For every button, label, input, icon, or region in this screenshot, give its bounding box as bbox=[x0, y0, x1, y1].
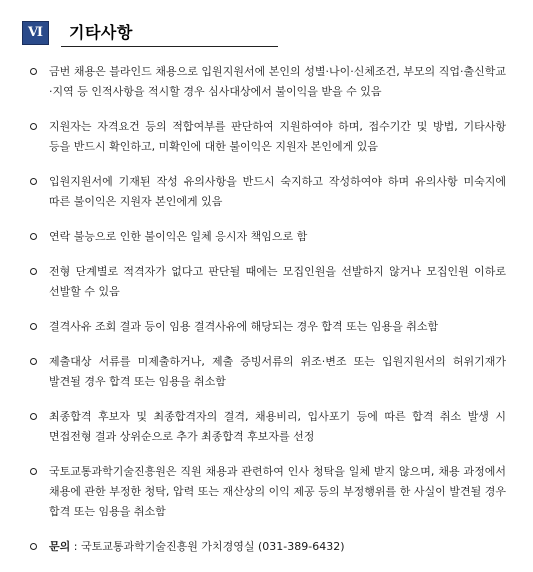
notice-list bbox=[30, 62, 506, 572]
list-item-text: 제출대상 서류를 미제출하거나, 제출 증빙서류의 위조·변조 또는 입원지원서의 허위기재가 발견될 경우 합격 또는 임용을 취소함 bbox=[49, 355, 506, 388]
circle-bullet-icon bbox=[30, 543, 37, 550]
contact-separator: : bbox=[70, 540, 81, 553]
list-item bbox=[30, 117, 506, 157]
list-item-text: 국토교통과학기술진흥원은 직원 채용과 관련하여 인사 청탁을 일체 받지 않으며, 채용 과정에서 채용에 관한 부정한 청탁, 압력 또는 재산상의 이익 제공 등의 부정행위를 한 사실이 발견될 경우 합격 또는 임용을 취소함 bbox=[49, 465, 506, 518]
list-item bbox=[30, 62, 506, 102]
list-item bbox=[30, 262, 506, 302]
list-item-text: 연락 불능으로 인한 불이익은 일체 응시자 책임으로 함 bbox=[49, 230, 308, 243]
circle-bullet-icon bbox=[30, 468, 37, 475]
section-title-underline bbox=[61, 46, 278, 47]
list-item-text: 금번 채용은 블라인드 채용으로 입원지원서에 본인의 성별·나이·신체조건, 부모의 직업·출신학교·지역 등 인적사항을 적시할 경우 심사대상에서 불이익을 받을 수 있음 bbox=[49, 65, 506, 98]
section-number-badge: Ⅵ bbox=[22, 21, 49, 45]
circle-bullet-icon bbox=[30, 68, 37, 75]
circle-bullet-icon bbox=[30, 268, 37, 275]
list-item bbox=[30, 227, 506, 247]
section-title: 기타사항 bbox=[69, 23, 133, 42]
contact-label: 문의 bbox=[49, 540, 71, 553]
list-item bbox=[30, 352, 506, 392]
list-item-text: 결격사유 조회 결과 등이 임용 결격사유에 해당되는 경우 합격 또는 임용을 취소함 bbox=[49, 320, 439, 333]
list-item-text: 최종합격 후보자 및 최종합격자의 결격, 채용비리, 입사포기 등에 따른 합격 취소 발생 시 면접전형 결과 상위순으로 추가 최종합격 후보자를 선정 bbox=[49, 410, 506, 443]
circle-bullet-icon bbox=[30, 323, 37, 330]
list-item-text: 입원지원서에 기재된 작성 유의사항을 반드시 숙지하고 작성하여야 하며 유의사항 미숙지에 따른 불이익은 지원자 본인에게 있음 bbox=[49, 175, 506, 208]
list-item bbox=[30, 317, 506, 337]
list-item-text: 전형 단계별로 적격자가 없다고 판단될 때에는 모집인원을 선발하지 않거나 모집인원 이하로 선발할 수 있음 bbox=[49, 265, 506, 298]
circle-bullet-icon bbox=[30, 233, 37, 240]
contact-item bbox=[30, 537, 506, 557]
section-header bbox=[22, 21, 278, 47]
circle-bullet-icon bbox=[30, 358, 37, 365]
contact-text: 국토교통과학기술진흥원 가치경영실 (031-389-6432) bbox=[80, 540, 345, 553]
list-item bbox=[30, 462, 506, 522]
list-item-text: 지원자는 자격요건 등의 적합여부를 판단하여 지원하여야 하며, 접수기간 및 방법, 기타사항 등을 반드시 확인하고, 미확인에 대한 불이익은 지원자 본인에게 있음 bbox=[49, 120, 506, 153]
list-item bbox=[30, 407, 506, 447]
circle-bullet-icon bbox=[30, 178, 37, 185]
circle-bullet-icon bbox=[30, 413, 37, 420]
circle-bullet-icon bbox=[30, 123, 37, 130]
list-item bbox=[30, 172, 506, 212]
